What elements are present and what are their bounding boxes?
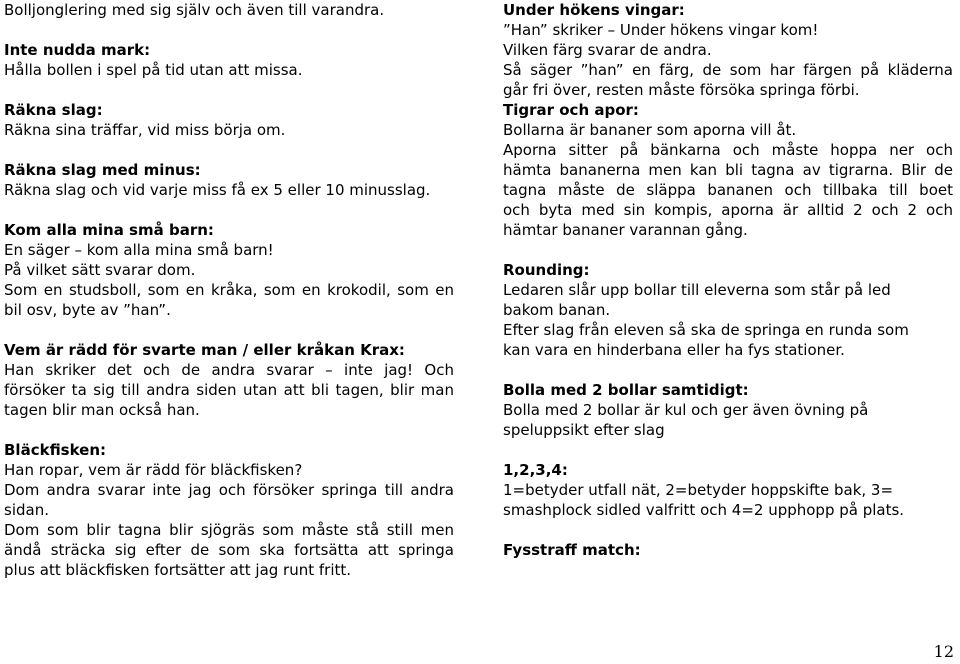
section-1234 [503, 460, 953, 520]
section-line: På vilket sätt svarar dom. [4, 261, 196, 279]
section-line: Bollarna är bananer som aporna vill åt. [503, 121, 797, 139]
section-rakna-slag-minus [4, 160, 454, 200]
intro-text: Bolljonglering med sig själv och även till varandra. [4, 1, 385, 19]
section-heading: Räkna slag: [4, 101, 103, 119]
section-line: Dom andra svarar inte jag och försöker springa till andra [4, 481, 454, 499]
section-heading: Räkna slag med minus: [4, 161, 201, 179]
section-line: Han ropar, vem är rädd för bläckfisken? [4, 461, 303, 479]
page-number: 12 [933, 642, 954, 661]
section-line: och byta med sin kompis, aporna är alltid 2 och 2 och [503, 201, 953, 219]
section-line: ändå sträcka sig efter de som ska fortsätta att springa [4, 541, 454, 559]
section-line: Som en studsboll, som en kråka, som en krokodil, som en [4, 281, 454, 299]
section-line: Bolla med 2 bollar är kul och ger även övning på [503, 401, 869, 419]
section-line: bakom banan. [503, 301, 611, 319]
section-heading: Fysstraff match: [503, 541, 641, 559]
section-heading: Bolla med 2 bollar samtidigt: [503, 381, 749, 399]
section-line: Han skriker det och de andra svarar – inte jag! Och [4, 361, 454, 379]
section-line: försöker ta sig till andra siden utan att bli tagen, blir man [4, 381, 454, 399]
section-kom-alla [4, 220, 454, 320]
section-inte-nudda [4, 40, 454, 80]
section-line: kan vara en hinderbana eller ha fys stationer. [503, 341, 845, 359]
left-column [4, 0, 454, 580]
section-line: tagna måste de släppa bananen och tillbaka till boet [503, 181, 953, 199]
section-rounding [503, 260, 953, 360]
section-heading: Vem är rädd för svarte man / eller kråkan Krax: [4, 341, 405, 359]
section-heading: Under hökens vingar: [503, 1, 685, 19]
section-line: Ledaren slår upp bollar till eleverna som står på led [503, 281, 891, 299]
section-line: Vilken färg svarar de andra. [503, 41, 712, 59]
section-text: Räkna sina träffar, vid miss börja om. [4, 121, 286, 139]
section-heading: 1,2,3,4: [503, 461, 568, 479]
section-heading: Rounding: [503, 261, 590, 279]
section-line: bil osv, byte av ”han”. [4, 301, 171, 319]
section-vem-ar-radd [4, 340, 454, 420]
section-line: tagen blir man också han. [4, 401, 200, 419]
section-line: smashplock sidled valfritt och 4=2 upphopp på plats. [503, 501, 905, 519]
section-line: speluppsikt efter slag [503, 421, 665, 439]
section-line: plus att bläckfisken fortsätter att jag runt fritt. [4, 561, 352, 579]
section-text: Hålla bollen i spel på tid utan att missa. [4, 61, 303, 79]
section-rakna-slag [4, 100, 454, 140]
section-blackfisken [4, 440, 454, 580]
section-heading: Inte nudda mark: [4, 41, 151, 59]
section-line: Aporna sitter på bänkarna och måste hoppa ner och [503, 141, 953, 159]
section-line: En säger – kom alla mina små barn! [4, 241, 274, 259]
section-text: Räkna slag och vid varje miss få ex 5 eller 10 minusslag. [4, 181, 431, 199]
section-line: går fri över, resten måste försöka springa förbi. [503, 81, 860, 99]
right-column [503, 0, 953, 560]
section-tigrar-apor [503, 100, 953, 240]
section-line: Så säger ”han” en färg, de som har färgen på kläderna [503, 61, 953, 79]
section-line: sidan. [4, 501, 49, 519]
section-fysstraff [503, 540, 953, 560]
section-heading: Bläckfisken: [4, 441, 107, 459]
section-line: Efter slag från eleven så ska de springa en runda som [503, 321, 909, 339]
section-bolla-2-bollar [503, 380, 953, 440]
section-line: hämta bananerna men kan bli tagna av tigrarna. Blir de [503, 161, 953, 179]
section-heading: Kom alla mina små barn: [4, 221, 214, 239]
section-line: 1=betyder utfall nät, 2=betyder hoppskifte bak, 3= [503, 481, 894, 499]
section-hokens-vingar [503, 0, 953, 100]
section-line: ”Han” skriker – Under hökens vingar kom! [503, 21, 819, 39]
section-line: hämtar bananer varannan gång. [503, 221, 748, 239]
section-line: Dom som blir tagna blir sjögräs som måste stå still men [4, 521, 454, 539]
section-heading: Tigrar och apor: [503, 101, 639, 119]
